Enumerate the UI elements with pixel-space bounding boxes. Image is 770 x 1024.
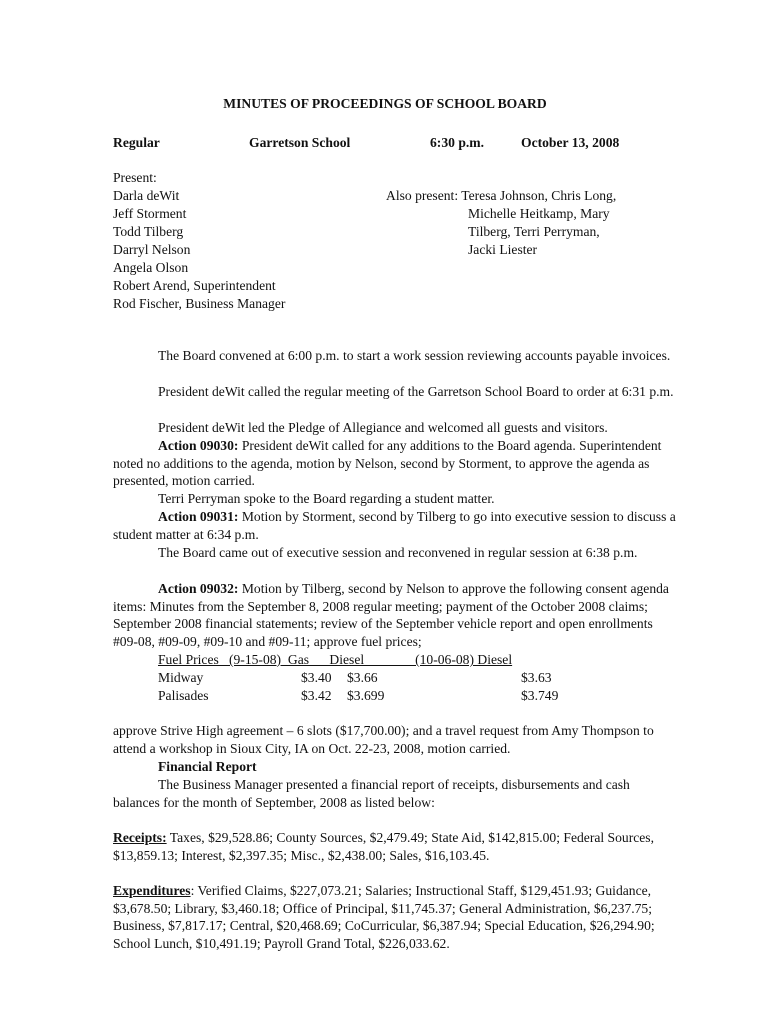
fuel-row-name: Midway xyxy=(158,670,204,685)
fuel-row-diesel: $3.66 xyxy=(347,670,378,685)
present-member: Robert Arend, Superintendent xyxy=(113,278,276,293)
also-present-line: Jacki Liester xyxy=(468,242,538,257)
document-title: MINUTES OF PROCEEDINGS OF SCHOOL BOARD xyxy=(223,96,547,111)
fuel-row-gas: $3.40 xyxy=(301,670,332,685)
present-member: Darryl Nelson xyxy=(113,242,191,257)
action-text: Motion by Tilberg, second by Nelson to approve the following consent agenda items: Minutes from the September 8, 2008 regular meeting; payment of the October 2008 claims; September 2008 financial statements; review of the September vehicle report and open enrollments #09-08, #09-09, #09-10 and #09-11; approve fuel prices; xyxy=(113,581,669,649)
fuel-row-name: Palisades xyxy=(158,688,209,703)
present-member: Darla deWit xyxy=(113,188,180,203)
also-present-line: Tilberg, Terri Perryman, xyxy=(468,224,600,239)
fuel-row-diesel2: $3.63 xyxy=(521,670,552,685)
expenditures-paragraph xyxy=(113,882,678,952)
receipts-label: Receipts: xyxy=(113,830,167,845)
action-09031 xyxy=(113,508,678,543)
action-label: Action 09031: xyxy=(158,509,239,524)
fuel-row-diesel2: $3.749 xyxy=(521,688,559,703)
action-label: Action 09030: xyxy=(158,438,239,453)
paragraph-pledge: President deWit led the Pledge of Allegiance and welcomed all guests and visitors. xyxy=(158,420,608,435)
action-09032 xyxy=(113,580,678,650)
fuel-table-header: Fuel Prices (9-15-08) Gas Diesel (10-06-08) Diesel xyxy=(158,652,513,667)
paragraph-call-to-order: President deWit called the regular meeting of the Garretson School Board to order at 6:31 p.m. xyxy=(158,384,674,399)
meeting-date: October 13, 2008 xyxy=(521,135,620,150)
expenditures-label: Expenditures xyxy=(113,883,191,898)
fuel-row-diesel: $3.699 xyxy=(347,688,385,703)
paragraph-strive-high: approve Strive High agreement – 6 slots ($17,700.00); and a travel request from Amy Thompson to attend a workshop in Sioux City, IA on Oct. 22-23, 2008, motion carried. xyxy=(113,723,654,756)
present-label: Present: xyxy=(113,170,157,185)
also-present-line: Michelle Heitkamp, Mary xyxy=(468,206,610,221)
meeting-type: Regular xyxy=(113,135,160,150)
action-text: Motion by Storment, second by Tilberg to go into executive session to discuss a student matter at 6:34 p.m. xyxy=(113,509,676,542)
also-present-line: Also present: Teresa Johnson, Chris Long, xyxy=(386,188,617,203)
financial-report-heading: Financial Report xyxy=(158,759,257,774)
present-member: Jeff Storment xyxy=(113,206,187,221)
fuel-row-gas: $3.42 xyxy=(301,688,332,703)
paragraph-work-session: The Board convened at 6:00 p.m. to start a work session reviewing accounts payable invoices. xyxy=(158,348,671,363)
receipts-paragraph xyxy=(113,829,678,864)
present-member: Angela Olson xyxy=(113,260,189,275)
present-member: Todd Tilberg xyxy=(113,224,184,239)
expenditures-text: : Verified Claims, $227,073.21; Salaries; Instructional Staff, $129,451.93; Guidance, $3,678.50; Library, $3,460.18; Office of Principal, $11,745.37; General Administration, $6,237.75; Business, $7,817.17; Central, $20,468.69; CoCurricular, $6,387.94; Special Education, $26,294.90; School Lunch, $10,491.19; Payroll Grand Total, $226,033.62. xyxy=(113,883,655,951)
action-text: President deWit called for any additions to the Board agenda. Superintendent noted no additions to the agenda, motion by Nelson, second by Storment, to approve the agenda as presented, motion carried. xyxy=(113,438,662,489)
paragraph-reconvene: The Board came out of executive session and reconvened in regular session at 6:38 p.m. xyxy=(158,545,638,560)
present-member: Rod Fischer, Business Manager xyxy=(113,296,286,311)
action-09030 xyxy=(113,437,678,490)
paragraph-student-matter: Terri Perryman spoke to the Board regarding a student matter. xyxy=(158,491,495,506)
financial-report-text: The Business Manager presented a financial report of receipts, disbursements and cash balances for the month of September, 2008 as listed below: xyxy=(113,777,630,810)
school-name: Garretson School xyxy=(249,135,351,150)
meeting-time: 6:30 p.m. xyxy=(430,135,484,150)
action-label: Action 09032: xyxy=(158,581,239,596)
receipts-text: Taxes, $29,528.86; County Sources, $2,479.49; State Aid, $142,815.00; Federal Sources, $13,859.13; Interest, $2,397.35; Misc., $2,438.00; Sales, $16,103.45. xyxy=(113,830,654,863)
